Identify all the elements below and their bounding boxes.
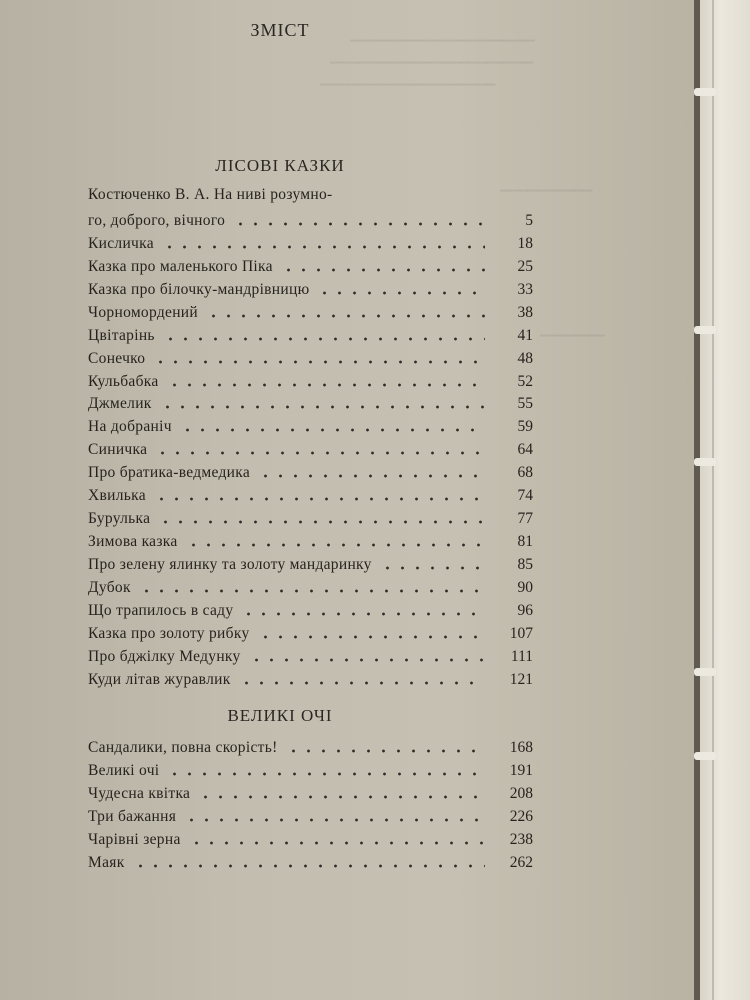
toc-entry-title: Куди літав журавлик — [88, 670, 231, 688]
paper-tear — [694, 752, 716, 760]
toc-row[interactable] — [88, 757, 533, 780]
dot-leader — [249, 658, 485, 662]
dot-leader — [317, 291, 485, 295]
toc-page-number: 262 — [509, 853, 533, 871]
toc-entry-title: го, доброго, вічного — [88, 211, 226, 229]
toc-entry-title: Бурулька — [88, 510, 151, 528]
section-title-forest-tales: ЛІСОВІ КАЗКИ — [215, 156, 345, 175]
toc-row[interactable] — [88, 597, 533, 620]
toc-row[interactable] — [88, 849, 533, 872]
toc-entry-title: Казка про білочку-мандрівницю — [88, 280, 310, 298]
toc-row[interactable] — [88, 528, 533, 551]
toc-entry-title: Про бджілку Медунку — [88, 647, 241, 665]
toc-entry-title: Чорномордений — [88, 303, 198, 321]
bleed-through-text: ▔▔▔▔▔▔▔▔▔▔ — [500, 190, 593, 204]
bleed-through-text: ▔▔▔▔▔▔▔▔▔▔▔▔▔▔▔▔▔▔▔ — [320, 84, 496, 98]
dot-leader — [189, 841, 485, 845]
toc-page-number: 74 — [517, 487, 533, 505]
toc-entry-title: Чарівні зерна — [88, 830, 181, 848]
dot-leader — [139, 589, 485, 593]
toc-row[interactable] — [88, 482, 533, 505]
dot-leader — [133, 864, 485, 868]
toc-row[interactable] — [88, 436, 533, 459]
toc-row[interactable] — [88, 276, 533, 299]
toc-page-number: 168 — [509, 738, 533, 756]
paper-tear — [694, 668, 716, 676]
toc-list-forest-tales — [88, 186, 533, 689]
toc-entry-title: Сандалики, повна скорість! — [88, 738, 278, 756]
toc-row[interactable] — [88, 803, 533, 826]
toc-row[interactable] — [88, 368, 533, 391]
page-edge-line — [712, 0, 714, 1000]
toc-row[interactable] — [88, 322, 533, 345]
dot-leader — [233, 222, 485, 226]
toc-row[interactable] — [88, 780, 533, 803]
toc-entry-title: Кульбабка — [88, 372, 159, 390]
toc-entry-title: Що трапилось в саду — [88, 601, 234, 619]
toc-entry-title: Три бажання — [88, 807, 177, 825]
toc-page-number: 107 — [509, 624, 533, 642]
toc-page-number: 238 — [509, 830, 533, 848]
bleed-through-text: ▔▔▔▔▔▔▔▔▔▔▔▔▔▔▔▔▔▔▔▔ — [350, 40, 535, 54]
toc-page-number: 41 — [517, 326, 533, 344]
dot-leader — [167, 383, 485, 387]
toc-row[interactable] — [88, 551, 533, 574]
dot-leader — [258, 474, 485, 478]
toc-row[interactable] — [88, 666, 533, 689]
toc-page-number: 226 — [509, 807, 533, 825]
paper-tear — [694, 88, 716, 96]
dot-leader — [258, 635, 485, 639]
toc-entry-title: Чудесна квітка — [88, 784, 191, 802]
toc-page-number: 191 — [509, 761, 533, 779]
toc-entry-title: Про зелену ялинку та золоту мандаринку — [88, 556, 372, 573]
dot-leader — [241, 612, 485, 616]
toc-row[interactable] — [88, 734, 533, 757]
toc-entry-title: На добраніч — [88, 418, 172, 436]
toc-entry-title: Про братика-ведмедика — [88, 464, 251, 482]
page-title: ЗМІСТ — [250, 20, 310, 40]
paper-tear — [694, 458, 716, 466]
toc-row[interactable] — [88, 253, 533, 276]
toc-row[interactable] — [88, 505, 533, 528]
toc-entry-title: Великі очі — [88, 761, 160, 779]
toc-page-number: 48 — [517, 349, 533, 367]
toc-entry-title: Хвилька — [88, 487, 146, 505]
toc-row[interactable] — [88, 413, 533, 436]
dot-leader — [162, 245, 485, 249]
bleed-through-text: ▔▔▔▔▔▔▔ — [540, 335, 605, 349]
toc-list-big-eyes — [88, 734, 533, 872]
dot-leader — [184, 818, 485, 822]
dot-leader — [180, 428, 485, 432]
toc-entry-title: Дубок — [88, 578, 131, 596]
toc-page-number: 81 — [517, 533, 533, 551]
toc-entry-title: Казка про золоту рибку — [88, 624, 250, 642]
paper-tear — [694, 326, 716, 334]
toc-page-number: 77 — [517, 510, 533, 528]
toc-row[interactable] — [88, 207, 533, 230]
toc-page-number: 55 — [517, 395, 533, 413]
toc-row[interactable] — [88, 574, 533, 597]
toc-page-number: 85 — [517, 556, 533, 573]
toc-page-number: 52 — [517, 372, 533, 390]
toc-page-number: 121 — [509, 670, 533, 688]
dot-leader — [155, 451, 485, 455]
toc-row[interactable] — [88, 345, 533, 368]
toc-page-number: 64 — [517, 441, 533, 459]
toc-entry-title: Джмелик — [88, 395, 152, 413]
dot-leader — [206, 314, 485, 318]
toc-page-number: 25 — [517, 257, 533, 275]
toc-entry-title: Синичка — [88, 441, 148, 459]
toc-row[interactable] — [88, 459, 533, 482]
toc-page-number: 208 — [509, 784, 533, 802]
toc-row[interactable] — [88, 620, 533, 643]
toc-row[interactable] — [88, 299, 533, 322]
section-title-big-eyes: ВЕЛИКІ ОЧІ — [227, 706, 333, 725]
toc-row[interactable] — [88, 391, 533, 414]
toc-page-number: 59 — [517, 418, 533, 436]
toc-row[interactable] — [88, 230, 533, 253]
toc-row[interactable] — [88, 643, 533, 666]
dot-leader — [198, 795, 485, 799]
toc-page-number: 38 — [517, 303, 533, 321]
author-entry-line: Костюченко В. А. На ниві розумно- — [88, 186, 333, 203]
dot-leader — [160, 405, 485, 409]
toc-page-number: 111 — [510, 647, 533, 665]
toc-page-number: 96 — [517, 601, 533, 619]
toc-page-number: 18 — [517, 234, 533, 252]
toc-entry-title: Казка про маленького Піка — [88, 257, 273, 275]
dot-leader — [281, 268, 485, 272]
page-edge — [700, 0, 750, 1000]
dot-leader — [186, 543, 485, 547]
toc-entry-title: Кисличка — [88, 234, 154, 252]
dot-leader — [153, 360, 485, 364]
toc-entry-title: Цвітарінь — [88, 326, 155, 344]
toc-page-number: 5 — [525, 211, 533, 229]
dot-leader — [167, 772, 485, 776]
toc-page-number: 68 — [517, 464, 533, 482]
dot-leader — [154, 497, 485, 501]
toc-row[interactable] — [88, 826, 533, 849]
dot-leader — [163, 337, 485, 341]
toc-page-number: 90 — [517, 578, 533, 596]
toc-entry-title: Маяк — [88, 853, 125, 871]
dot-leader — [380, 566, 485, 570]
dot-leader — [286, 749, 485, 753]
dot-leader — [239, 681, 485, 685]
toc-entry-title: Зимова казка — [88, 533, 178, 551]
toc-entry-title: Сонечко — [88, 349, 146, 367]
bleed-through-text: ▔▔▔▔▔▔▔▔▔▔▔▔▔▔▔▔▔▔▔▔▔▔ — [330, 62, 534, 76]
toc-page-number: 33 — [517, 280, 533, 298]
dot-leader — [158, 520, 485, 524]
